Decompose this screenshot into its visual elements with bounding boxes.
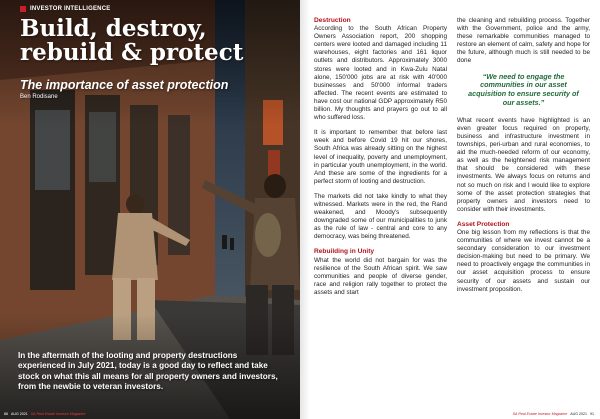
heading-asset-protection: Asset Protection [457, 220, 510, 228]
heading-rebuilding: Rebuilding in Unity [314, 248, 375, 256]
headline-line-2: rebuild & protect [20, 39, 244, 66]
paragraph: It is important to remember that before last week and before Covid 19 hit our shores, South Africa was already sitting on the highest level of inequality, poverty and unemployment, in particular youth unemployment, in the world. And these are some of the ingredients for a perfect storm of looting and destruction. [314, 129, 447, 185]
author-byline: Ben Rodisane [20, 94, 58, 100]
paragraph: The markets did not take kindly to what they witnessed. Markets were in the red, the Rand weakened, and Moody's subsequently downgraded some of our municipalities to junk as the rule of law - central and core to any democracy, was being threatened. [314, 192, 447, 241]
paragraph: the cleaning and rebuilding process. Together with the Government, police and the army, these remarkable communities managed to restore an element of calm, safety and hope for the future, although much is still needed to be done [457, 17, 590, 65]
left-page-footer [4, 412, 85, 416]
text-column-2 [457, 17, 590, 301]
pull-quote: “We need to engage the communities in our asset acquisition to ensure security of our assets.” [468, 71, 579, 107]
heading-destruction: Destruction [314, 17, 351, 24]
section-tag-marker [20, 6, 26, 12]
section-tag-label: INVESTOR INTELLIGENCE [30, 6, 111, 12]
section-tag [20, 6, 110, 12]
left-issue-date: AUG 2021 [11, 412, 28, 416]
intro-paragraph: In the aftermath of the looting and property destructions experienced in July 2021, today is a good day to reflect and take stock on what this all means for all property owners and investors, from the newbie to veteran investors. [18, 351, 278, 391]
paragraph: One big lesson from my reflections is that the communities of where we invest cannot be a secondary consideration to our investment decision-making but need to be primary. We need to proactively engage the communities in our asset acquisition process to ensure security of our assets and sustain our investment proposition. [457, 228, 590, 293]
article-headline [20, 17, 290, 65]
headline-line-1: Build, destroy, [20, 15, 207, 42]
right-magazine-name: SA Real Estate Investor Magazine [512, 412, 568, 416]
text-column-1 [314, 17, 447, 304]
right-issue-date: AUG 2021 [570, 412, 587, 416]
article-subheadline: The importance of asset protection [20, 78, 229, 92]
right-page [300, 0, 600, 419]
paragraph: What the world did not bargain for was the resilience of the South African spirit. We saw communities and people of diverse gender, race and religion rally together to protect the assets and start [314, 256, 447, 296]
right-page-footer [513, 412, 594, 416]
right-page-number: 91 [590, 412, 594, 416]
left-magazine-name: SA Real Estate Investor Magazine [30, 412, 86, 416]
paragraph: According to the South African Property Owners Association report, 200 shopping centers were looted and damaged including 11 warehouses, eight factories and 161 liquor outlets and distributors. Approximately 3000 stores were looted and in Kwa-Zulu Natal alone, 150'000 jobs are at risk with 40'000 businesses and 50'000 informal traders affected. The recent events are estimated to have cost our national GDP approximately R50 billion. My thoughts and prayers go out to all who suffered loss. [314, 25, 447, 122]
page-gutter-shadow [300, 0, 310, 419]
paragraph: What recent events have highlighted is an even greater focus required on property, business and infrastructure investment in townships, peri-urban and rural economies, to aid the much-needed reform of our economy, as well as the heightened risk management that should be considered with these investments. We always focus on returns and not so much on risk and I would like to explore some of the asset protection strategies that property owners and investors need to consider with their investments. [457, 116, 590, 213]
left-page-number: 86 [4, 412, 8, 416]
